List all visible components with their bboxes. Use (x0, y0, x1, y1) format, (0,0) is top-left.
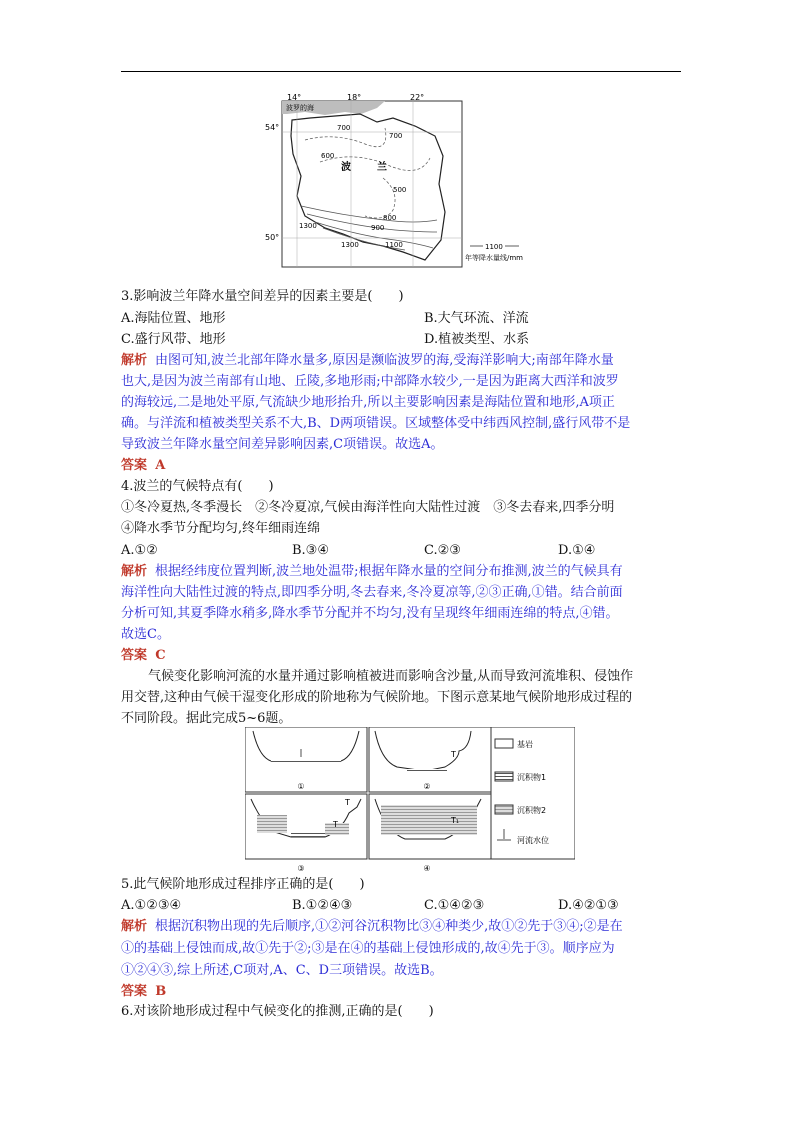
q4-analysis-line (121, 563, 623, 581)
q5-stem: 5.此气候阶地形成过程排序正确的是( ) (121, 877, 365, 892)
panel-label: ① (297, 782, 305, 791)
q6-stem: 6.对该阶地形成过程中气候变化的推测,正确的是( ) (121, 1004, 434, 1019)
passage-line: 用交替,这种由气候干湿变化形成的阶地称为气候阶地。下图示意某地气候阶地形成过程的 (121, 690, 633, 705)
q4-items: ④降水季节分配均匀,终年细雨连绵 (121, 521, 321, 536)
analysis-text: 根据沉积物出现的先后顺序,①②河谷沉积物比③④种类少,故①②先于③④;②是在 (155, 919, 623, 934)
q5-option-a: A.①②③④ (121, 898, 182, 913)
q3-answer (121, 457, 165, 475)
sea-label: 波罗的海 (286, 104, 314, 112)
answer-value: C (155, 648, 166, 663)
q5-option-c: C.①④②③ (424, 898, 485, 913)
q3-stem: 3.影响波兰年降水量空间差异的因素主要是( ) (121, 289, 404, 304)
country-char: 波 (341, 162, 351, 173)
legend-caption: 年等降水量线/mm (465, 254, 523, 262)
header-rule (121, 71, 681, 72)
isoline-label: 800 (383, 214, 397, 222)
q4-option-b: B.③④ (292, 543, 329, 558)
legend-value: 1100 (485, 243, 503, 251)
q5-analysis-line (121, 918, 623, 936)
q5-answer (121, 983, 166, 1001)
q3-analysis-line: 确。与洋流和植被类型关系不大,B、D两项错误。区域整体受中纬西风控制,盛行风带不是 (121, 416, 631, 431)
lat-label: 54° (265, 123, 280, 132)
isoline-label: 1300 (341, 241, 359, 249)
q4-analysis-line: 故选C。 (121, 627, 170, 642)
q3-option-b: B.大气环流、洋流 (424, 311, 529, 326)
isoline-label: 600 (321, 152, 335, 160)
t-label: T (451, 750, 456, 759)
t-label: T (345, 798, 350, 807)
q5-option-d: D.④②①③ (558, 898, 619, 913)
lon-label: 14° (287, 93, 302, 102)
lon-label: 18° (347, 93, 362, 102)
answer-label: 答案 (121, 648, 148, 663)
lon-label: 22° (410, 93, 425, 102)
q4-stem: 4.波兰的气候特点有( ) (121, 479, 274, 494)
q3-analysis-line: 也大,是因为波兰南部有山地、丘陵,多地形雨;中部降水较少,一是因为距离大西洋和波罗 (121, 374, 619, 389)
answer-value: B (155, 984, 167, 999)
answer-label: 答案 (121, 458, 148, 473)
t-label: T₁ (451, 816, 460, 825)
legend-water-level: 河流水位 (517, 836, 549, 845)
analysis-text: 根据经纬度位置判断,波兰地处温带;根据年降水量的空间分布推测,波兰的气候具有 (155, 564, 623, 579)
isoline-label: 700 (337, 124, 351, 132)
q3-analysis-line: 的海较远,二是地处平原,气流缺少地形抬升,所以主要影响因素是海陆位置和地形,A项正 (121, 395, 615, 410)
analysis-label: 解析 (121, 564, 148, 579)
isoline-label: 900 (371, 224, 385, 232)
q5-analysis-line: ①的基础上侵蚀而成,故①先于②;③是在④的基础上侵蚀形成的,故④先于③。顺序应为 (121, 941, 615, 956)
isoline-label: 700 (389, 132, 403, 140)
isoline-label: 1100 (385, 241, 403, 249)
panel-label: ② (423, 782, 431, 791)
q4-option-d: D.①④ (558, 543, 596, 558)
terrace-diagram (245, 727, 575, 875)
t-label: T (333, 820, 338, 829)
q4-analysis-line: 分析可知,其夏季降水稍多,降水季节分配并不均匀,没有呈现终年细雨连绵的特点,④错。 (121, 606, 619, 621)
passage-line: 气候变化影响河流的水量并通过影响植被进而影响含沙量,从而导致河流堆积、侵蚀作 (148, 669, 634, 684)
isoline-label: 1300 (299, 222, 317, 230)
legend-sediment-2: 沉积物2 (517, 806, 547, 815)
q4-items: ①冬冷夏热,冬季漫长 ②冬冷夏凉,气候由海洋性向大陆性过渡 ③冬去春来,四季分明 (121, 500, 615, 515)
panel-label: ④ (423, 864, 431, 873)
q5-analysis-line: ①②④③,综上所述,C项对,A、C、D三项错误。故选B。 (121, 963, 443, 978)
q3-option-d: D.植被类型、水系 (424, 332, 530, 347)
q3-analysis-line (121, 352, 614, 370)
q4-answer (121, 647, 166, 665)
q4-analysis-line: 海洋性向大陆性过渡的特点,即四季分明,冬去春来,冬冷夏凉等,②③正确,①错。结合前面 (121, 585, 623, 600)
analysis-text: 由图可知,波兰北部年降水量多,原因是濒临波罗的海,受海洋影响大;南部年降水量 (155, 353, 614, 368)
analysis-label: 解析 (121, 353, 148, 368)
q3-option-c: C.盛行风带、地形 (121, 332, 226, 347)
poland-precipitation-map (265, 92, 565, 270)
answer-value: A (155, 458, 166, 473)
legend-sediment-1: 沉积物1 (517, 773, 547, 782)
passage-line: 不同阶段。据此完成5~6题。 (121, 711, 292, 726)
answer-label: 答案 (121, 984, 148, 999)
q4-option-a: A.①② (121, 543, 158, 558)
panel-label: ③ (297, 864, 305, 873)
country-char: 兰 (377, 162, 387, 173)
analysis-label: 解析 (121, 919, 148, 934)
q5-option-b: B.①②④③ (292, 898, 353, 913)
q3-analysis-line: 导致波兰年降水量空间差异影响因素,C项错误。故选A。 (121, 437, 444, 452)
legend-bedrock: 基岩 (517, 740, 533, 749)
q3-option-a: A.海陆位置、地形 (121, 311, 226, 326)
q4-option-c: C.②③ (424, 543, 461, 558)
lat-label: 50° (265, 233, 280, 242)
isoline-label: 500 (393, 186, 407, 194)
